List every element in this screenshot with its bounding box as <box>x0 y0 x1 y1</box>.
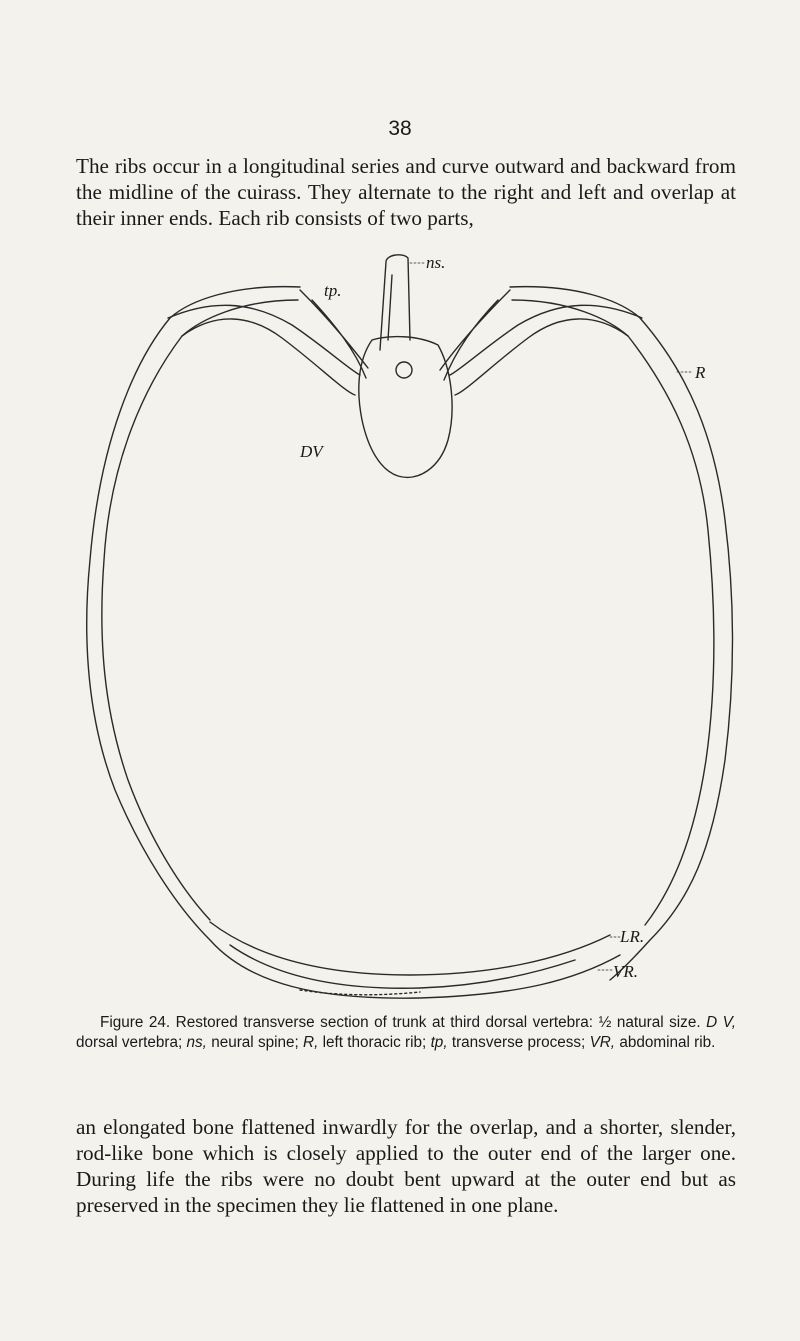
caption-after-fraction: natural size. <box>616 1014 701 1031</box>
body-paragraph-bottom: an elongated bone flattened inwardly for the overlap, and a shorter, slender, rod-like bone which is closely applied to the outer end of the larger one. During life the ribs were no doubt bent upward at the outer end but as preserved in the specimen they lie flattened in one plane. <box>76 1115 736 1217</box>
right-shoulder-outer <box>450 305 642 375</box>
left-shoulder-outer <box>168 305 360 375</box>
figure-cross-section <box>0 240 800 1010</box>
label-lr: LR. <box>620 927 645 946</box>
dorsal-vertebra <box>359 337 452 478</box>
caption-key-tp: tp, <box>430 1033 448 1051</box>
right-rib-outer-outline <box>510 287 733 980</box>
caption-key-vr: VR, <box>589 1033 616 1051</box>
label-dv: DV <box>300 442 323 461</box>
label-ns: ns. <box>426 253 446 272</box>
neural-spine <box>380 255 410 350</box>
page-number: 38 <box>388 117 412 140</box>
abdominal-rib-lower <box>230 945 575 988</box>
caption-desc-vr: abdominal rib. <box>619 1033 716 1051</box>
body-paragraph-top: The ribs occur in a longitudinal series and curve outward and backward from the midline of the cuirass. They alternate to the right and left and overlap at their inner ends. Each rib consists of two parts, <box>76 154 736 230</box>
label-vr: VR. <box>613 962 639 981</box>
caption-key-r: R, <box>303 1033 319 1051</box>
neural-spine-inner <box>388 275 392 340</box>
figure-caption <box>76 1013 736 1052</box>
left-transverse-process <box>300 290 368 378</box>
caption-desc-ns: neural spine; <box>211 1033 299 1051</box>
caption-fraction: ½ <box>598 1014 612 1031</box>
right-rib-inner-outline <box>512 300 714 925</box>
caption-title: Figure 24. Restored transverse section of trunk at third dorsal vertebra: <box>100 1014 594 1031</box>
neural-canal <box>396 362 412 378</box>
left-rib-outer-outline <box>87 287 620 999</box>
right-shoulder-inner <box>455 319 628 395</box>
caption-key-dv: D V, <box>706 1014 736 1031</box>
caption-desc-dv: dorsal vertebra; <box>76 1033 183 1051</box>
label-r: R <box>695 363 706 382</box>
caption-key-ns: ns, <box>186 1033 207 1051</box>
caption-desc-tp: transverse process; <box>451 1033 586 1051</box>
left-shoulder-inner <box>182 319 355 395</box>
label-tp: tp. <box>324 281 342 300</box>
right-transverse-process <box>440 290 510 380</box>
caption-desc-r: left thoracic rib; <box>322 1033 427 1051</box>
